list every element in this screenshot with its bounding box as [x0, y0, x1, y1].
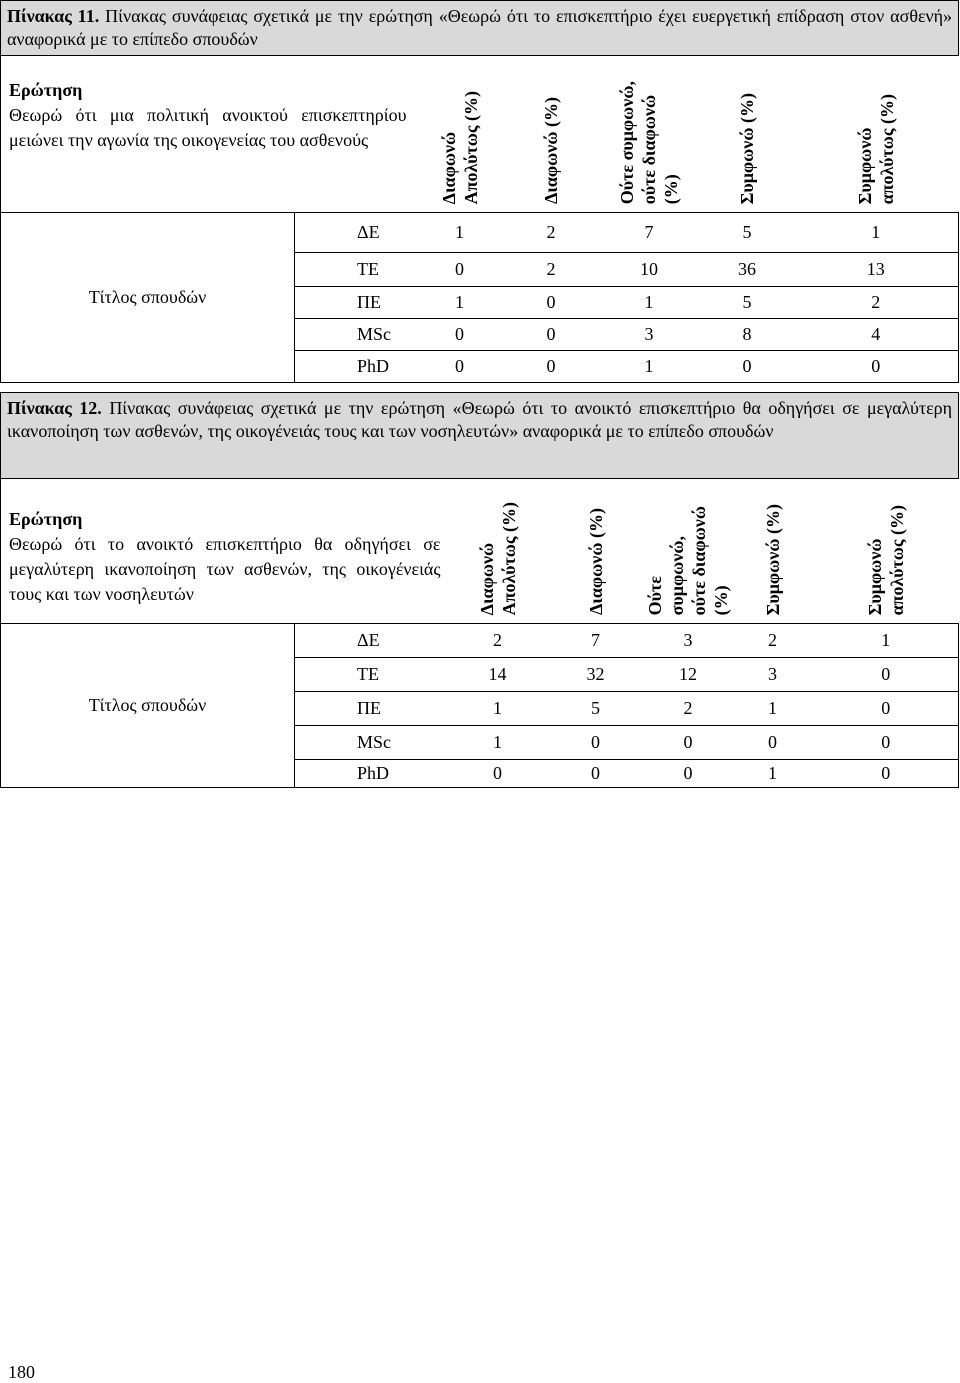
contingency-table-11 [0, 0, 959, 383]
group-label: Τίτλος σπουδών [1, 624, 295, 788]
table-cell: 0 [814, 692, 959, 726]
table-cell: 0 [505, 319, 598, 351]
row-label: ΤΕ [295, 658, 449, 692]
table-cell: 0 [547, 760, 645, 788]
table-cell: 10 [598, 253, 701, 287]
header-line: Διαφωνώ (%) [585, 508, 606, 615]
header-line: απολύτως (%) [887, 504, 908, 615]
header-line: ούτε διαφωνώ [639, 94, 659, 204]
table-caption-label: Πίνακας 11. [7, 6, 100, 26]
column-header-disagree [505, 56, 598, 213]
table-cell: 1 [415, 287, 505, 319]
table-cell: 5 [701, 213, 794, 253]
table-caption [1, 1, 959, 56]
header-line: Διαφωνώ [438, 131, 459, 204]
table-cell: 0 [449, 760, 547, 788]
table-cell: 3 [598, 319, 701, 351]
column-header-strongly-agree [794, 56, 959, 213]
column-header-agree [701, 56, 794, 213]
header-line: συμφωνώ, [667, 535, 687, 615]
column-header-disagree [547, 479, 645, 624]
table-caption-text: Πίνακας συνάφειας σχετικά με την ερώτηση «Θεωρώ ότι το επισκεπτήριο έχει ευεργετική επίδραση στον ασθενή» αναφορικά με το επίπεδο σπουδών [7, 6, 953, 49]
table-cell: 0 [814, 726, 959, 760]
table-cell: 0 [645, 726, 732, 760]
table-cell: 12 [645, 658, 732, 692]
table-cell: 1 [449, 692, 547, 726]
table-cell: 4 [794, 319, 959, 351]
header-line: Απολύτως (%) [498, 501, 519, 615]
header-line: (%) [661, 174, 681, 204]
row-label: ΤΕ [295, 253, 415, 287]
column-header-strongly-disagree [415, 56, 505, 213]
header-line: (%) [711, 585, 731, 615]
header-line: Ούτε [645, 575, 665, 615]
page-number: 180 [8, 1362, 35, 1382]
table-cell: 0 [415, 351, 505, 383]
table-cell: 2 [645, 692, 732, 726]
table-cell: 0 [794, 351, 959, 383]
header-line: Συμφωνώ [865, 538, 886, 615]
table-caption-text: Πίνακας συνάφειας σχετικά με την ερώτηση «Θεωρώ ότι το ανοικτό επισκεπτήριο θα οδηγήσει σε μεγαλύτερη ικανοποίηση των ασθενών, της οικογένειάς τους και των νοσηλευτών» αναφορικά με το επίπεδο σπουδών [7, 398, 953, 441]
column-header-strongly-agree [814, 479, 959, 624]
table-caption-label: Πίνακας 12. [7, 398, 102, 418]
table-cell: 0 [547, 726, 645, 760]
header-line: Συμφωνώ (%) [737, 92, 757, 204]
table-cell: 2 [732, 624, 814, 658]
row-label: ΔΕ [295, 624, 449, 658]
row-label: MSc [295, 319, 415, 351]
header-line: ούτε διαφωνώ [689, 505, 709, 615]
column-header-agree [732, 479, 814, 624]
header-line: Διαφωνώ [476, 542, 497, 615]
row-label: ΔΕ [295, 213, 415, 253]
table-cell: 5 [701, 287, 794, 319]
table-cell: 2 [505, 253, 598, 287]
header-line: Συμφωνώ (%) [762, 503, 783, 615]
table-cell: 0 [814, 658, 959, 692]
table-cell: 1 [598, 287, 701, 319]
table-cell: 0 [814, 760, 959, 788]
header-line: Διαφωνώ (%) [541, 97, 561, 204]
table-cell: 0 [415, 319, 505, 351]
question-text: Θεωρώ ότι μια πολιτική ανοικτού επισκεπτηρίου μειώνει την αγωνία της οικογενείας του ασθενούς [9, 105, 407, 150]
header-line: Συμφωνώ [855, 127, 876, 204]
header-line: Απολύτως (%) [460, 90, 481, 204]
question-label: Ερώτηση [9, 80, 83, 100]
table-cell: 1 [449, 726, 547, 760]
table-cell: 1 [732, 692, 814, 726]
table-cell: 3 [732, 658, 814, 692]
table-cell: 36 [701, 253, 794, 287]
table-cell: 7 [598, 213, 701, 253]
row-label: PhD [295, 760, 449, 788]
table-cell: 5 [547, 692, 645, 726]
question-cell [1, 479, 449, 624]
table-cell: 1 [794, 213, 959, 253]
table-cell: 3 [645, 624, 732, 658]
table-cell: 1 [814, 624, 959, 658]
header-line: Ούτε συμφωνώ, [617, 80, 637, 204]
table-cell: 32 [547, 658, 645, 692]
table-cell: 0 [415, 253, 505, 287]
row-label: ΠΕ [295, 287, 415, 319]
table-cell: 2 [505, 213, 598, 253]
table-cell: 8 [701, 319, 794, 351]
column-header-strongly-disagree [449, 479, 547, 624]
table-caption [1, 393, 959, 479]
question-label: Ερώτηση [9, 509, 83, 529]
table-cell: 7 [547, 624, 645, 658]
table-cell: 0 [505, 287, 598, 319]
table-cell: 2 [449, 624, 547, 658]
contingency-table-12 [0, 392, 959, 788]
table-cell: 1 [598, 351, 701, 383]
header-line: απολύτως (%) [877, 93, 898, 204]
table-cell: 0 [505, 351, 598, 383]
table-cell: 0 [645, 760, 732, 788]
question-cell [1, 56, 415, 213]
table-cell: 14 [449, 658, 547, 692]
row-label: MSc [295, 726, 449, 760]
question-text: Θεωρώ ότι το ανοικτό επισκεπτήριο θα οδηγήσει σε μεγαλύτερη ικανοποίηση των ασθενών, της οικογένειάς τους και των νοσηλευτών [9, 534, 441, 604]
table-cell: 0 [732, 726, 814, 760]
table-cell: 1 [732, 760, 814, 788]
table-cell: 13 [794, 253, 959, 287]
table-cell: 1 [415, 213, 505, 253]
table-cell: 0 [701, 351, 794, 383]
column-header-neutral [645, 479, 732, 624]
group-label: Τίτλος σπουδών [1, 213, 295, 383]
table-cell: 2 [794, 287, 959, 319]
row-label: PhD [295, 351, 415, 383]
column-header-neutral [598, 56, 701, 213]
row-label: ΠΕ [295, 692, 449, 726]
